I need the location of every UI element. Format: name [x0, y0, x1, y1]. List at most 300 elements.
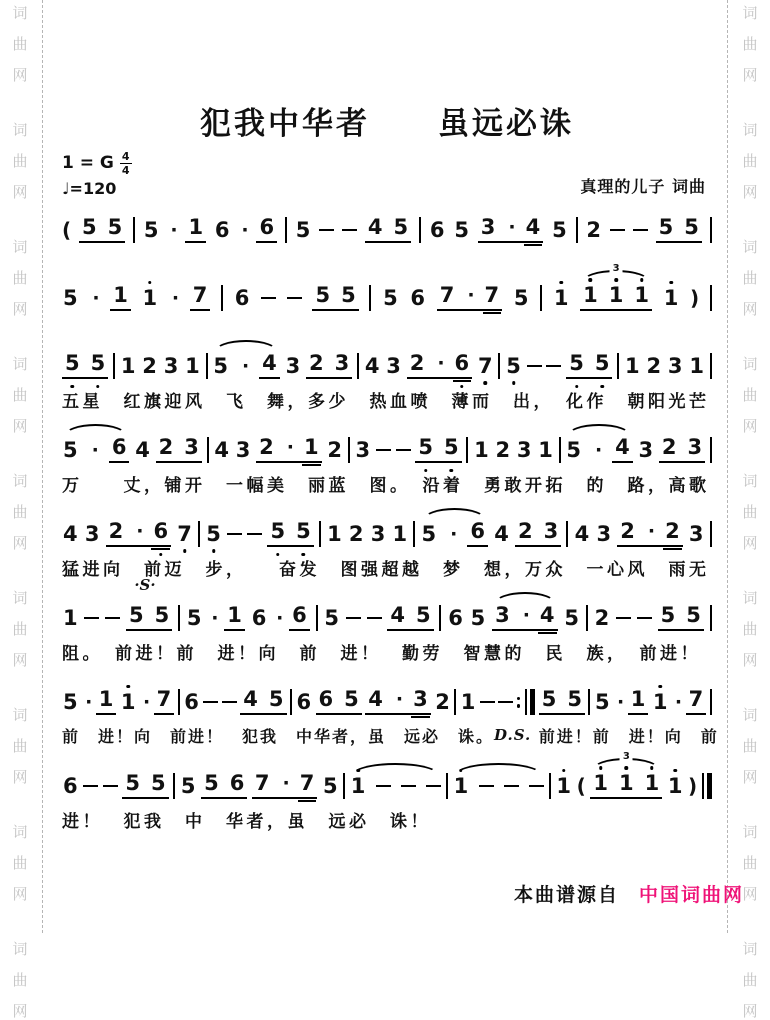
watermark-right: [732, 4, 768, 1020]
beam-group: [407, 353, 472, 379]
watermark-char: 词: [742, 121, 758, 139]
barline: [343, 773, 345, 799]
watermark-char: 曲: [742, 152, 758, 170]
dash-note: [529, 785, 544, 788]
dashed-border-right: [727, 0, 728, 933]
octave-dot-below: [276, 553, 280, 557]
notes-row: [62, 685, 712, 719]
watermark-char: 曲: [12, 737, 28, 755]
watermark-char: 网: [742, 1002, 758, 1020]
repeat-dots: [517, 697, 521, 708]
note-3: 3: [355, 437, 371, 462]
repeat-dot: [517, 704, 521, 708]
lyrics-row: [62, 723, 719, 747]
lyrics-row: [62, 555, 712, 579]
note-1: 1: [350, 776, 367, 797]
note-1: 1: [142, 288, 159, 309]
note-4: 4: [364, 353, 380, 378]
note-5: 5: [143, 217, 159, 242]
octave-dot-above: [625, 766, 629, 770]
dash-note: [616, 617, 631, 620]
barline: [586, 605, 588, 631]
note-1: 1: [98, 687, 114, 711]
note-7: 7: [254, 771, 270, 795]
lyrics-row: [62, 471, 712, 495]
note-1: 1: [188, 215, 204, 239]
augmentation-dot: ·: [171, 286, 180, 309]
note-5: 5: [594, 689, 610, 714]
barline: [446, 773, 448, 799]
beam-group: [656, 217, 702, 243]
watermark-char: 词: [742, 472, 758, 490]
note-3: 3: [495, 603, 510, 627]
augmentation-dot: ·: [594, 438, 603, 461]
note-2: 2: [409, 351, 425, 375]
watermark-char: 词: [742, 4, 758, 22]
thin-bar: [702, 773, 704, 799]
barline: [133, 217, 135, 243]
watermark-char: 网: [12, 66, 28, 84]
thick-bar: [707, 773, 712, 799]
repeat-dot: [517, 697, 521, 701]
beam-group: [628, 689, 649, 715]
note-3: 3: [516, 437, 532, 462]
dash-note: [480, 701, 495, 704]
segno-icon: ·S·: [134, 576, 156, 594]
beam-group: [154, 689, 175, 715]
watermark-char: 曲: [12, 503, 28, 521]
note-5: 5: [566, 437, 581, 462]
note-1: 1: [113, 283, 128, 307]
watermark-char: 词: [742, 823, 758, 841]
note-4: 4: [525, 215, 541, 239]
beam-group: [658, 605, 704, 631]
note-6: 6: [63, 773, 78, 798]
beam-group: [256, 437, 321, 463]
note-5: 5: [107, 215, 123, 239]
lyrics-text: 万 丈，铺开 一幅美 丽蓝 图。 沿着 勇敢开拓 的 路，高歌: [62, 475, 710, 496]
note-7: 7: [156, 687, 172, 711]
key-label: 1 = G: [62, 153, 114, 174]
octave-dot-above: [599, 766, 603, 770]
dash-note: [227, 533, 242, 536]
dashed-border-left: [42, 0, 43, 933]
footer-source-label: 本曲谱源自: [513, 884, 619, 906]
watermark-char: 词: [742, 238, 758, 256]
note-1: 1: [227, 603, 242, 627]
octave-dot-above: [559, 281, 563, 285]
time-numerator: 4: [121, 150, 130, 163]
note-1: 1: [663, 288, 680, 309]
notes-row: [62, 576, 712, 635]
lyrics-row: [62, 639, 712, 663]
beam-group: [289, 605, 310, 631]
note-1: 1: [120, 353, 136, 378]
note-6: 6: [410, 285, 425, 310]
note-5: 5: [541, 687, 557, 711]
note-5: 5: [151, 771, 166, 795]
note-1: 1: [185, 353, 200, 378]
augmentation-dot: ·: [91, 438, 99, 461]
dash-note: [287, 297, 302, 300]
watermark-char: 词: [12, 823, 28, 841]
augmentation-dot: ·: [142, 690, 151, 713]
barline: [178, 689, 180, 715]
beam-group: [590, 773, 662, 799]
watermark-char: 词: [12, 238, 28, 256]
lyrics-text: 阻。 前进！前 进！向 前 进！ 勤劳 智慧的 民 族， 前进！: [62, 643, 701, 664]
augmentation-dot: ·: [85, 690, 93, 713]
thick-bar: [530, 689, 535, 715]
notes-row: [62, 213, 712, 247]
barline: [221, 285, 223, 311]
beam-group: [256, 217, 277, 243]
dash-note: [498, 701, 513, 704]
dash-note: [105, 617, 120, 620]
barline: [576, 217, 578, 243]
triplet-group: [580, 263, 652, 311]
watermark-char: 词: [12, 940, 28, 958]
note-2: 2: [646, 353, 662, 378]
note-1: 1: [474, 437, 489, 462]
note-2: 2: [495, 437, 511, 462]
watermark-char: 网: [12, 651, 28, 669]
slur-group: [492, 605, 557, 631]
slur-group: [421, 521, 488, 547]
note-5: 5: [686, 603, 701, 627]
augmentation-dot: ·: [211, 606, 219, 629]
note-4: 4: [615, 435, 630, 459]
barline: [617, 353, 619, 379]
beam-group: [478, 217, 543, 243]
note-4: 4: [135, 437, 150, 462]
note-5: 5: [213, 353, 228, 378]
note-4: 4: [574, 521, 590, 546]
beam-group: [156, 437, 202, 463]
watermark-char: 曲: [742, 35, 758, 53]
octave-dot-above: [148, 281, 152, 285]
note-1: 1: [453, 776, 470, 797]
augmentation-dot: ·: [674, 690, 683, 713]
open-paren: (: [576, 774, 586, 798]
octave-dot-below: [159, 553, 163, 557]
beam-group: [316, 689, 362, 715]
octave-dot-above: [673, 769, 677, 773]
note-1: 1: [689, 353, 704, 378]
beam-group: [110, 285, 131, 311]
watermark-char: 网: [742, 417, 758, 435]
barline: [710, 285, 712, 311]
octave-dot-below: [512, 381, 516, 385]
barline: [173, 773, 175, 799]
note-1: 1: [592, 773, 609, 794]
slur-group: [62, 437, 129, 463]
octave-dot-below: [212, 549, 216, 553]
augmentation-dot: ·: [617, 690, 625, 713]
dash-note: [84, 617, 99, 620]
octave-dot-below: [71, 385, 75, 389]
octave-dot-above: [589, 278, 593, 282]
note-7: 7: [439, 283, 455, 307]
note-5: 5: [64, 353, 81, 374]
barline: [588, 689, 590, 715]
beam-group: [365, 689, 430, 715]
octave-dot-above: [669, 281, 673, 285]
note-5: 5: [568, 353, 585, 374]
beam-group: [62, 353, 108, 379]
octave-dot-below: [460, 385, 464, 389]
beam-group: [365, 217, 411, 243]
barline: [454, 689, 456, 715]
watermark-char: 网: [742, 183, 758, 201]
octave-dot-above: [640, 278, 644, 282]
barline: [113, 353, 115, 379]
notes-row: [62, 433, 712, 467]
note-5: 5: [125, 771, 141, 795]
barline: [566, 521, 568, 547]
note-1: 1: [553, 288, 570, 309]
notes-row: [62, 263, 712, 315]
note-2: 2: [259, 435, 274, 459]
lyrics-row: [62, 807, 712, 831]
beam-group: [126, 576, 172, 631]
watermark-char: 网: [12, 1002, 28, 1020]
watermark-char: 曲: [742, 386, 758, 404]
barline: [466, 437, 468, 463]
beam-group: [185, 217, 206, 243]
dash-note: [342, 229, 357, 232]
dash-note: [247, 533, 262, 536]
note-3: 3: [235, 437, 251, 462]
watermark-char: 曲: [12, 386, 28, 404]
note-1: 1: [630, 687, 646, 711]
watermark-char: 词: [742, 706, 758, 724]
beam-group: [106, 521, 171, 547]
note-6: 6: [184, 689, 199, 714]
barline: [710, 217, 712, 243]
barline: [498, 353, 500, 379]
beam-group: [306, 353, 352, 379]
dash-note: [203, 701, 218, 704]
watermark-char: 曲: [12, 971, 28, 989]
note-4: 4: [494, 521, 509, 546]
dash-note: [401, 785, 416, 788]
tempo-value: =120: [69, 179, 117, 198]
octave-dot-above: [562, 769, 566, 773]
beam-group: [267, 521, 313, 547]
watermark-char: 网: [742, 66, 758, 84]
note-2: 2: [586, 217, 602, 242]
beam-group: [96, 689, 117, 715]
barline: [710, 521, 712, 547]
note-6: 6: [214, 217, 230, 242]
note-4: 4: [214, 437, 229, 462]
slur-group: [350, 773, 442, 798]
octave-dot-above: [614, 278, 618, 282]
note-1: 1: [392, 521, 408, 546]
note-5: 5: [513, 285, 529, 310]
watermark-char: 网: [742, 885, 758, 903]
augmentation-dot: ·: [170, 218, 178, 241]
slur-group: [453, 773, 545, 798]
augmentation-dot: ·: [508, 216, 516, 238]
watermark-char: 词: [12, 355, 28, 373]
barline: [357, 353, 359, 379]
note-5: 5: [660, 603, 676, 627]
note-1: 1: [120, 692, 137, 713]
octave-dot-below: [484, 381, 488, 385]
lyrics-text: 前 进！向 前进！ 犯我 中华者，虽 远必 诛。: [62, 726, 495, 746]
note-1: 1: [538, 437, 553, 462]
dash-note: [426, 785, 441, 788]
ds-marking: D.S.: [494, 726, 532, 744]
lyrics-text: 进！ 犯我 中 华者，虽 远必 诛！: [62, 811, 431, 832]
note-5: 5: [315, 283, 331, 307]
note-2: 2: [518, 519, 533, 543]
note-3: 3: [688, 521, 704, 546]
octave-dot-above: [459, 769, 463, 773]
note-6: 6: [259, 215, 275, 239]
note-5: 5: [416, 603, 431, 627]
sheet: [62, 0, 719, 832]
note-1: 1: [625, 353, 640, 378]
note-2: 2: [108, 519, 124, 543]
dash-note: [527, 365, 542, 368]
beam-group: [224, 605, 245, 631]
barline: [319, 521, 321, 547]
note-6: 6: [448, 605, 463, 630]
footer-brand: 中国词曲网: [638, 884, 744, 906]
watermark-char: 曲: [742, 854, 758, 872]
note-2: 2: [309, 351, 324, 375]
triplet-number: 3: [620, 752, 633, 762]
note-5: 5: [417, 437, 434, 458]
note-2: 2: [665, 519, 680, 543]
score-meta: [62, 151, 712, 199]
note-1: 1: [327, 521, 342, 546]
beam-group: [415, 437, 461, 463]
quarter-note-icon: ♩: [62, 179, 70, 198]
open-paren: (: [62, 218, 72, 242]
note-1: 1: [652, 692, 669, 713]
note-4: 4: [390, 603, 406, 627]
note-5: 5: [564, 605, 579, 630]
dash-note: [83, 785, 98, 788]
barline: [559, 437, 561, 463]
note-2: 2: [348, 521, 364, 546]
watermark-char: 曲: [12, 152, 28, 170]
dash-note: [546, 365, 561, 368]
note-2: 2: [435, 689, 450, 714]
note-1: 1: [608, 285, 625, 306]
triplet-number: 3: [610, 264, 623, 274]
note-7: 7: [688, 687, 704, 711]
watermark-char: 网: [742, 651, 758, 669]
note-5: 5: [63, 285, 78, 310]
note-4: 4: [539, 603, 555, 627]
note-5: 5: [295, 521, 312, 542]
note-2: 2: [661, 435, 677, 459]
beam-group: [252, 773, 317, 799]
note-4: 4: [63, 521, 78, 546]
note-4: 4: [243, 687, 258, 711]
octave-dot-below: [424, 469, 428, 473]
note-7: 7: [192, 283, 208, 307]
note-6: 6: [296, 689, 312, 714]
octave-dot-below: [450, 469, 454, 473]
lyrics-text: 前进！前 进！向 前: [531, 726, 719, 746]
augmentation-dot: ·: [286, 436, 294, 458]
composer-credit: 真理的儿子 词曲: [580, 177, 706, 196]
note-1: 1: [63, 605, 78, 630]
watermark-char: 曲: [742, 971, 758, 989]
octave-dot-below: [183, 549, 187, 553]
note-5: 5: [63, 437, 78, 462]
octave-dot-above: [356, 769, 360, 773]
close-paren: ): [688, 774, 698, 798]
augmentation-dot: ·: [241, 354, 250, 377]
barline: [290, 689, 292, 715]
note-5: 5: [684, 215, 699, 239]
key-signature: [62, 151, 712, 176]
beam-group: [240, 689, 286, 715]
octave-dot-below: [575, 385, 579, 389]
barline: [710, 437, 712, 463]
watermark-char: 网: [12, 768, 28, 786]
watermark-char: 曲: [742, 269, 758, 287]
note-1: 1: [460, 689, 476, 714]
note-3: 3: [386, 353, 401, 378]
note-5: 5: [186, 605, 202, 630]
watermark-char: 曲: [12, 854, 28, 872]
octave-dot-above: [650, 766, 654, 770]
barline: [549, 773, 551, 799]
beam-group: [612, 437, 633, 463]
dash-note: [367, 617, 382, 620]
barline: [285, 217, 287, 243]
note-1: 1: [618, 773, 635, 794]
music-area: [62, 213, 719, 832]
watermark-char: 词: [742, 589, 758, 607]
notes-row: [62, 517, 712, 551]
dash-note: [610, 229, 625, 232]
triplet-group: [590, 751, 662, 799]
note-5: 5: [658, 215, 674, 239]
note-3: 3: [596, 521, 612, 546]
watermark-char: 词: [12, 4, 28, 22]
note-2: 2: [142, 353, 157, 378]
note-6: 6: [234, 285, 250, 310]
beam-group: [617, 521, 682, 547]
note-5: 5: [324, 605, 339, 630]
note-3: 3: [370, 521, 386, 546]
watermark-char: 网: [742, 300, 758, 318]
dash-note: [376, 449, 391, 452]
note-2: 2: [158, 435, 174, 459]
notes-row: [62, 349, 712, 383]
note-3: 3: [163, 353, 179, 378]
beam-group: [492, 605, 557, 631]
watermark-char: 曲: [12, 35, 28, 53]
barline: [178, 605, 180, 631]
note-5: 5: [322, 773, 338, 798]
note-5: 5: [567, 687, 582, 711]
watermark-char: 网: [12, 417, 28, 435]
note-5: 5: [421, 521, 437, 546]
note-5: 5: [205, 524, 222, 545]
slur-group: [212, 353, 279, 379]
note-1: 1: [667, 776, 684, 797]
